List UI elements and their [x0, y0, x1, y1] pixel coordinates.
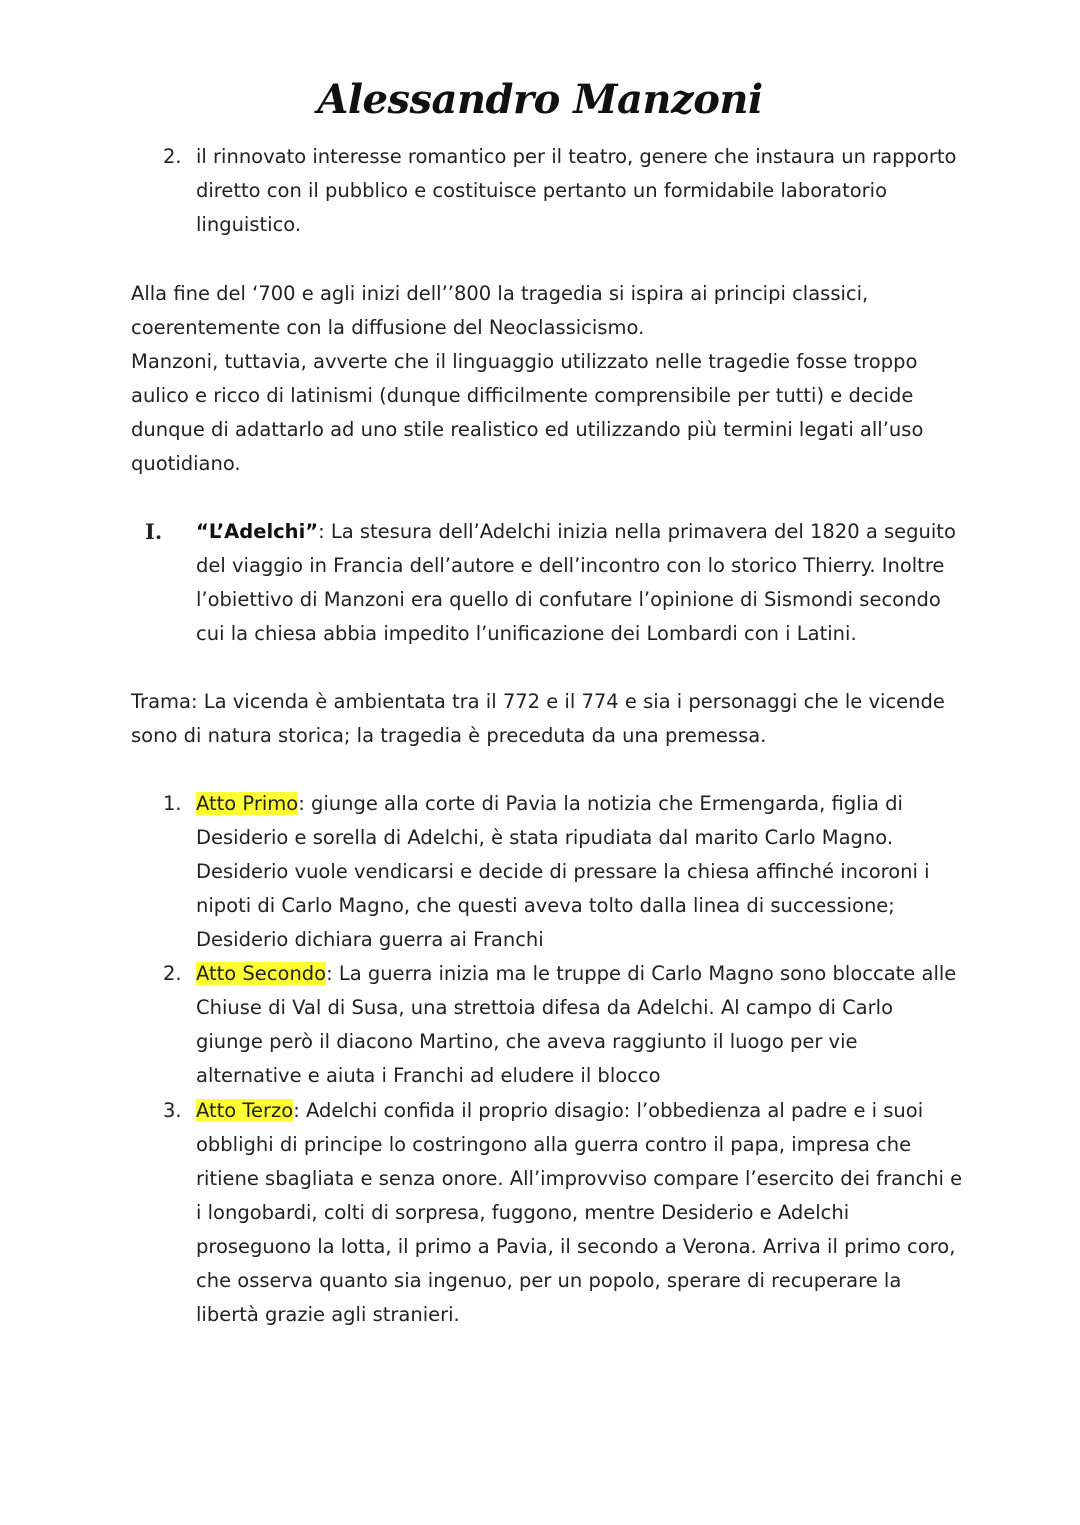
list-item-atto-primo — [131, 787, 961, 957]
act-text: : giunge alla corte di Pavia la notizia che Ermengarda, figlia di Desiderio e sorella di Adelchi, è stata ripudiata dal marito Carlo Magno. Desiderio vuole vendicarsi e decide di pressare la chiesa affinché incoroni i nipoti di Carlo Magno, che questi aveva tolto dalla linea di successione; Desiderio dichiara guerra ai Franchi — [196, 792, 930, 951]
act-text: : Adelchi confida il proprio disagio: l’obbedienza al padre e i suoi obblighi di principe lo costringono alla guerra contro il papa, impresa che ritiene sbagliata e senza onore. All’improvviso compare l’esercito dei franchi e i longobardi, colti di sorpresa, fuggono, mentre Desiderio e Adelchi proseguono la lotta, il primo a Pavia, il secondo a Verona. Arriva il primo coro, che osserva quanto sia ingenuo, per un popolo, sperare di recuperare la libertà grazie agli stranieri. — [196, 1099, 963, 1326]
list-item-text — [196, 1094, 966, 1332]
list-item-number: 3. — [163, 1099, 182, 1122]
paragraph-manzoni-linguaggio: Manzoni, tuttavia, avverte che il linguaggio utilizzato nelle tragedie fosse troppo aulico e ricco di latinismi (dunque difficilmente comprensibile per tutti) e decide dunque di adattarlo ad uno stile realistico ed utilizzando più termini legati all’uso quotidiano. — [131, 350, 924, 475]
paragraph-neoclassicismo: Alla fine del ‘700 e agli inizi dell’’800 la tragedia si ispira ai principi classici, coerentemente con la diffusione del Neoclassicismo. — [131, 282, 869, 339]
act-text: : La guerra inizia ma le truppe di Carlo Magno sono bloccate alle Chiuse di Val di Susa, una strettoia difesa da Adelchi. Al campo di Carlo giunge però il diacono Martino, che aveva raggiunto il luogo per vie alternative e aiuta i Franchi ad eludere il blocco — [196, 962, 957, 1087]
list-item-text — [196, 787, 966, 957]
list-item-atto-secondo — [131, 957, 961, 1093]
list-item-number: 1. — [163, 792, 182, 815]
section-body: : La stesura dell’Adelchi inizia nella primavera del 1820 a seguito del viaggio in Francia dell’autore e dell’incontro con lo storico Thierry. Inoltre l’obiettivo di Manzoni era quello di confutare l’opinione di Sismondi secondo cui la chiesa abbia impedito l’unificazione dei Lombardi con i Latini. — [196, 520, 956, 645]
section-heading: “L’Adelchi” — [196, 520, 319, 543]
list-item-text — [196, 957, 966, 1093]
list-item-rinnovato-interesse — [131, 140, 961, 242]
list-item-text: il rinnovato interesse romantico per il teatro, genere che instaura un rapporto diretto con il pubblico e costituisce pertanto un formidabile laboratorio linguistico. — [196, 145, 957, 236]
act-label-highlight: Atto Terzo — [196, 1099, 294, 1122]
list-item-number: 2. — [163, 145, 182, 168]
section-numeral: I. — [145, 519, 163, 544]
page-title: Alessandro Manzoni — [317, 76, 763, 123]
list-item-atto-terzo — [131, 1094, 961, 1332]
section-adelchi-text — [196, 515, 966, 651]
section-adelchi — [131, 515, 961, 651]
list-item-number: 2. — [163, 962, 182, 985]
act-label-highlight: Atto Secondo — [196, 962, 327, 985]
act-label-highlight: Atto Primo — [196, 792, 299, 815]
paragraph-trama: Trama: La vicenda è ambientata tra il 772 e il 774 e sia i personaggi che le vicende sono di natura storica; la tragedia è preceduta da una premessa. — [131, 690, 945, 747]
